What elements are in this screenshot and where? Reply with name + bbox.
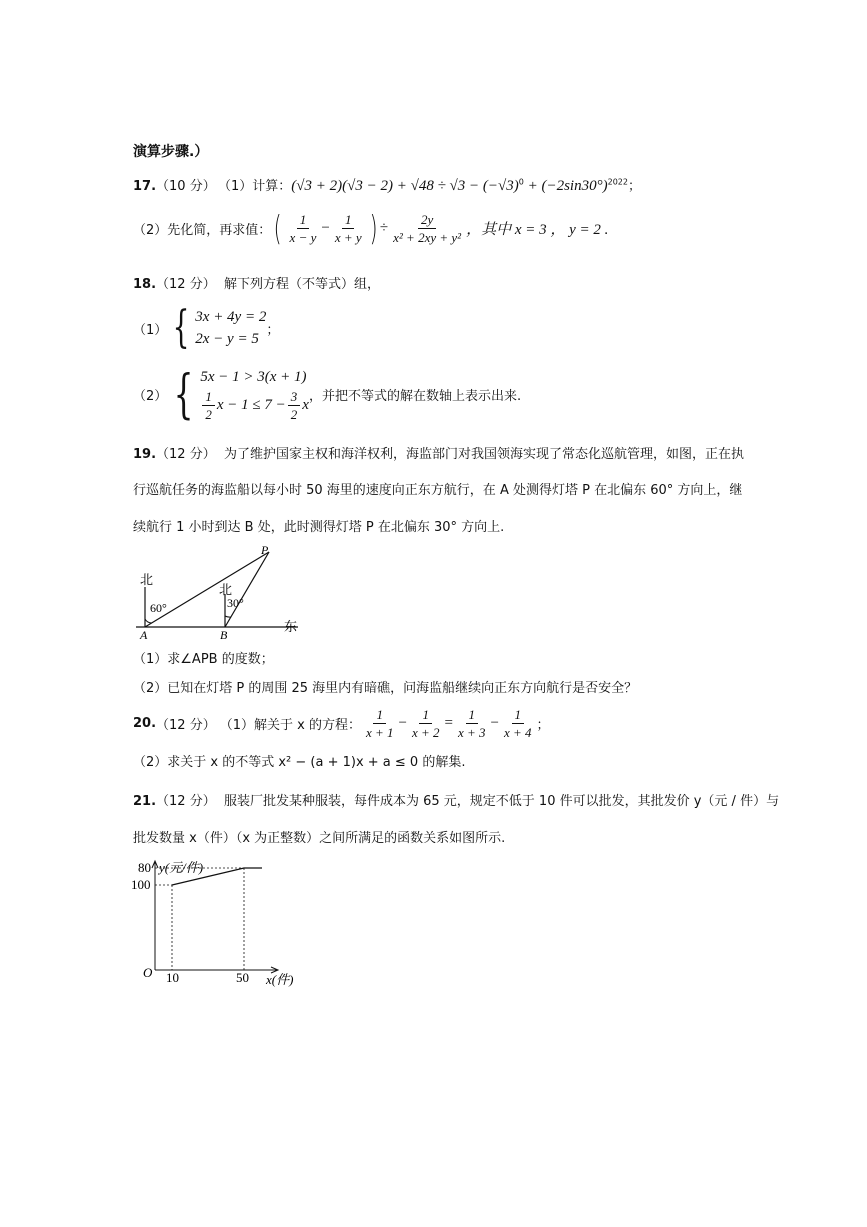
y-tick-label: 80 — [138, 860, 151, 875]
angle-60-label: 60° — [150, 601, 167, 615]
angle-arc-b — [225, 616, 231, 617]
price-chart — [128, 852, 298, 992]
text-line: 批发数量 x（件）（x 为正整数）之间所满足的函数关系如图所示. — [133, 831, 506, 846]
y-axis-label: y(元/件) — [159, 860, 204, 875]
question-title: 解下列方程（不等式）组， — [223, 277, 380, 292]
question-number: 19. — [133, 447, 157, 462]
east-label: 东 — [284, 619, 298, 634]
x-tick-label: 10 — [166, 970, 179, 985]
score: （10 分） — [156, 179, 216, 194]
exponent: 2022 — [607, 177, 628, 187]
fraction: $\frac{1}{x + y}$ — [334, 212, 362, 245]
part-label: （1）解关于 x 的方程： — [219, 718, 361, 733]
punct: ； — [627, 179, 641, 194]
point-a: A — [140, 628, 148, 642]
north-label: 北 — [140, 572, 154, 587]
inequality: $\frac{1}{2}$ x − 1 ≤ 7 − $\frac{3}{2}$ x — [200, 388, 309, 423]
expression-tail: + (−2sin30°) — [523, 178, 608, 194]
part-label: （1）计算： — [218, 179, 292, 194]
part-2: （2）求关于 x 的不等式 x² − (a + 1)x + a ≤ 0 的解集. — [133, 755, 466, 770]
fraction: $\frac{1}{x + 3}$ — [457, 707, 486, 740]
instruction: ，并把不等式的解在数轴上表示出来. — [308, 389, 522, 404]
brace: { — [172, 302, 190, 353]
part-2: （2）先化简，再求值： ( $\frac{1}{x - y}$ − $\frac{1}{x + y}$ ) ÷ $\frac{2y}{\text{x² + 2xy + y²}}$ ，其中 x = 3 ， y = 2 . — [133, 208, 609, 249]
angle-arc-a — [145, 619, 152, 623]
part-2: （2）已知在灯塔 P 的周围 25 海里内有暗礁，问海监船继续向正东方向航行是否安全？ — [133, 681, 638, 696]
score: （12 分） — [156, 277, 216, 292]
question-number: 18. — [133, 277, 157, 292]
question-number: 17. — [133, 179, 157, 194]
brace: { — [173, 364, 194, 425]
angle-30-label: 30° — [227, 596, 244, 610]
part-label: （2）先化简，再求值： — [133, 223, 272, 238]
x-axis-label: x(件) — [266, 972, 294, 987]
text-line: 续航行 1 小时到达 B 处，此时测得灯塔 P 在北偏东 30° 方向上. — [133, 520, 505, 535]
text-line: 服装厂批发某种服装，每件成本为 65 元，规定不低于 10 件可以批发，其批发价 y（元 / 件）与 — [223, 794, 780, 809]
text-line: 行巡航任务的海监船以每小时 50 海里的速度向正东方航行，在 A 处测得灯塔 P 在北偏东 60° 方向上，继 — [133, 483, 743, 498]
point-p: P — [261, 543, 269, 557]
equation: 3x + 4y = 2 — [195, 309, 267, 325]
point-b: B — [220, 628, 228, 642]
fraction: $\frac{1}{x + 4}$ — [504, 707, 532, 740]
text-line: 为了维护国家主权和海洋权利，海监部门对我国领海实现了常态化巡航管理，如图，正在执 — [223, 447, 744, 462]
equation: 2x − y = 5 — [195, 331, 259, 347]
north-label-2: 北 — [219, 582, 233, 597]
score: （12 分） — [156, 794, 216, 809]
navigation-diagram — [128, 542, 308, 642]
inequality: 5x − 1 > 3(x + 1) — [200, 369, 307, 385]
part-1: （1） { 3x + 4y = 2 2x − y = 5 ； — [133, 302, 280, 353]
part-1: （1）求∠APB 的度数； — [133, 652, 274, 667]
x-tick-label: 50 — [236, 970, 249, 985]
section-intro: 演算步骤.） — [133, 144, 209, 160]
fraction: $\frac{1}{x - y}$ — [289, 212, 317, 245]
score: （12 分） — [156, 718, 216, 733]
question-number: 20. — [133, 716, 157, 731]
condition: ，其中 x = 3 ， y = 2 . — [466, 222, 609, 238]
exponent: 0 — [518, 177, 524, 187]
fraction: $\frac{2y}{\text{x² + 2xy + y²}}$ — [393, 212, 462, 245]
fraction: $\frac{1}{x + 2}$ — [411, 707, 440, 740]
fraction: $\frac{1}{x + 1}$ — [365, 707, 394, 740]
score: （12 分） — [156, 447, 216, 462]
line-ap — [145, 552, 269, 627]
expression: (√3 + 2)(√3 − 2) + √48 ÷ √3 − (−√3) — [291, 178, 519, 194]
y-tick-label: 100 — [131, 877, 151, 892]
question-number: 21. — [133, 794, 157, 809]
part-2: （2） { 5x − 1 > 3(x + 1) $\frac{1}{2}$ x − 1 ≤ 7 − $\frac{3}{2}$ x ，并把不等式的解在数轴上表示出来. — [133, 364, 522, 425]
origin-label: O — [143, 965, 153, 980]
